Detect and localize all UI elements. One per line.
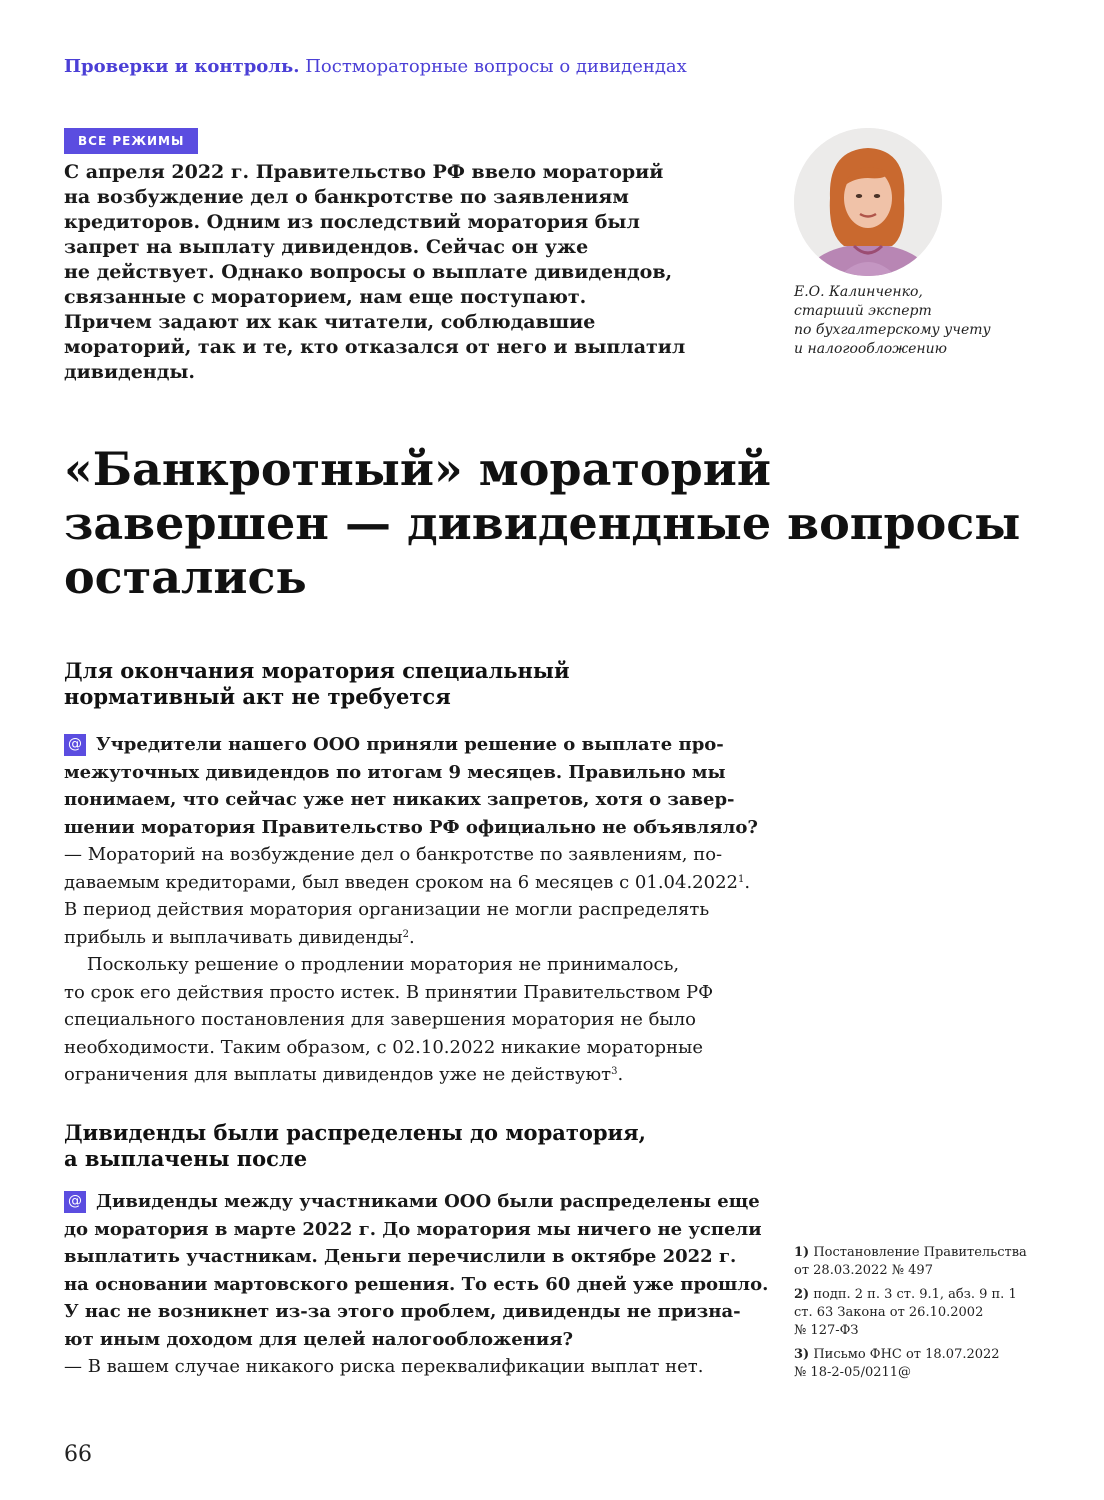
footnote-number: 1) (794, 1245, 810, 1260)
lead-line: запрет на выплату дивидендов. Сейчас он уже (64, 236, 589, 258)
question-line: выплатить участникам. Деньги перечислили в октябре 2022 г. (64, 1246, 737, 1267)
lead-line: на возбуждение дел о банкротстве по заявлениям (64, 186, 629, 208)
section-heading (64, 1120, 764, 1172)
question-line: ют иным доходом для целей налогообложения? (64, 1328, 574, 1350)
footnote-text: ст. 63 Закона от 26.10.2002 (794, 1305, 984, 1320)
question-line: шении моратория Правительство РФ официально не объявляло? (64, 816, 758, 838)
footnote-number: 3) (794, 1347, 810, 1362)
paragraph-line: то срок его действия просто истек. В принятии Правительством РФ (64, 981, 714, 1003)
section-body (64, 1188, 769, 1381)
question-at-icon: @ (64, 734, 86, 756)
lead-line: Причем задают их как читатели, соблюдавшие (64, 311, 596, 333)
footnote-number: 2) (794, 1287, 810, 1302)
section-heading-line: нормативный акт не требуется (64, 684, 451, 709)
answer-text: прибыль и выплачивать дивиденды (64, 926, 403, 948)
question-line: понимаем, что сейчас уже нет никаких запретов, хотя о завер- (64, 789, 735, 810)
answer-line: — В вашем случае никакого риска переквалификации выплат нет. (64, 1356, 704, 1377)
section-heading (64, 658, 764, 710)
question-line: до моратория в марте 2022 г. До моратория мы ничего не успели (64, 1218, 762, 1240)
header-subtitle: Постмораторные вопросы о дивидендах (305, 56, 687, 77)
answer-line: — Мораторий на возбуждение дел о банкротстве по заявлениям, по- (64, 844, 723, 865)
question-line: на основании мартовского решения. То есть 60 дней уже прошло. (64, 1273, 769, 1295)
footnote-text: № 127-ФЗ (794, 1323, 859, 1338)
paragraph-line: специального постановления для завершения моратория не было (64, 1009, 697, 1030)
footnote-text: № 18-2-05/0211@ (794, 1365, 912, 1380)
lead-line: мораторий, так и те, кто отказался от него и выплатил (64, 336, 686, 358)
footnotes (794, 1244, 1034, 1388)
paragraph-text: ограничения для выплаты дивидендов уже не действуют (64, 1064, 612, 1085)
answer-line: В период действия моратория организации не могли распределять (64, 899, 710, 920)
paragraph-line: Поскольку решение о продлении моратория не принималось, (64, 954, 680, 975)
author-photo (794, 128, 942, 276)
question-line: межуточных дивидендов по итогам 9 месяцев. Правильно мы (64, 761, 726, 783)
footnote-ref: 3 (611, 1066, 618, 1077)
author-role: старший эксперт (794, 303, 932, 319)
title-line: завершен — дивидендные вопросы (64, 496, 1021, 550)
lead-line: связанные с мораторием, нам еще поступают. (64, 286, 587, 308)
question-line (64, 731, 754, 759)
footnote-text: подп. 2 п. 3 ст. 9.1, абз. 9 п. 1 (813, 1287, 1017, 1302)
author-caption (794, 283, 1034, 359)
answer-text: даваемым кредиторами, был введен сроком на 6 месяцев с 01.04.2022 (64, 871, 738, 893)
author-name: Е.О. Калинченко, (794, 284, 923, 300)
running-header (64, 56, 687, 77)
author-photo-illustration (794, 128, 942, 276)
footnote (794, 1286, 1034, 1340)
title-line: «Банкротный» мораторий (64, 442, 771, 496)
header-section: Проверки и контроль. (64, 56, 300, 77)
footnote-text: Письмо ФНС от 18.07.2022 (813, 1347, 1000, 1362)
footnote (794, 1244, 1034, 1280)
lead-line: дивиденды. (64, 361, 196, 383)
author-role: и налогообложению (794, 341, 947, 357)
footnote-ref: 2 (402, 928, 409, 940)
answer-line: прибыль и выплачивать дивиденды$^2$. (64, 926, 415, 948)
question-at-icon: @ (64, 1191, 86, 1213)
section-heading-line: а выплачены после (64, 1146, 308, 1171)
section-heading-line: Для окончания моратория специальный (64, 658, 570, 683)
section-body (64, 731, 758, 1089)
question-line (64, 1188, 760, 1216)
page-number: 66 (64, 1442, 92, 1467)
question-text: Учредители нашего ООО приняли решение о выплате про- (96, 734, 724, 755)
lead-line: кредиторов. Одним из последствий моратория был (64, 211, 640, 233)
footnote (794, 1346, 1034, 1382)
section-heading-line: Дивиденды были распределены до моратория, (64, 1120, 646, 1145)
footnote-text: Постановление Правительства (813, 1245, 1027, 1260)
lead-line: С апреля 2022 г. Правительство РФ ввело мораторий (64, 161, 664, 183)
paragraph-line: ограничения для выплаты дивидендов уже не действуют$^3$. (64, 1064, 624, 1085)
question-line: У нас не возникнет из-за этого проблем, дивиденды не призна- (64, 1301, 741, 1322)
tax-regime-badge: ВСЕ РЕЖИМЫ (64, 128, 198, 154)
lead-line: не действует. Однако вопросы о выплате дивидендов, (64, 261, 673, 283)
paragraph-line: необходимости. Таким образом, с 02.10.2022 никакие мораторные (64, 1036, 704, 1058)
article-title (64, 442, 1044, 604)
question-text: Дивиденды между участниками ООО были распределены еще (96, 1191, 760, 1212)
footnote-ref: 1 (737, 873, 745, 885)
title-line: остались (64, 550, 307, 604)
author-role: по бухгалтерскому учету (794, 322, 991, 338)
lead-paragraph (64, 160, 724, 385)
footnote-text: от 28.03.2022 № 497 (794, 1263, 933, 1278)
answer-line: даваемым кредиторами, был введен сроком на 6 месяцев с 01.04.2022$^1$. (64, 871, 751, 893)
